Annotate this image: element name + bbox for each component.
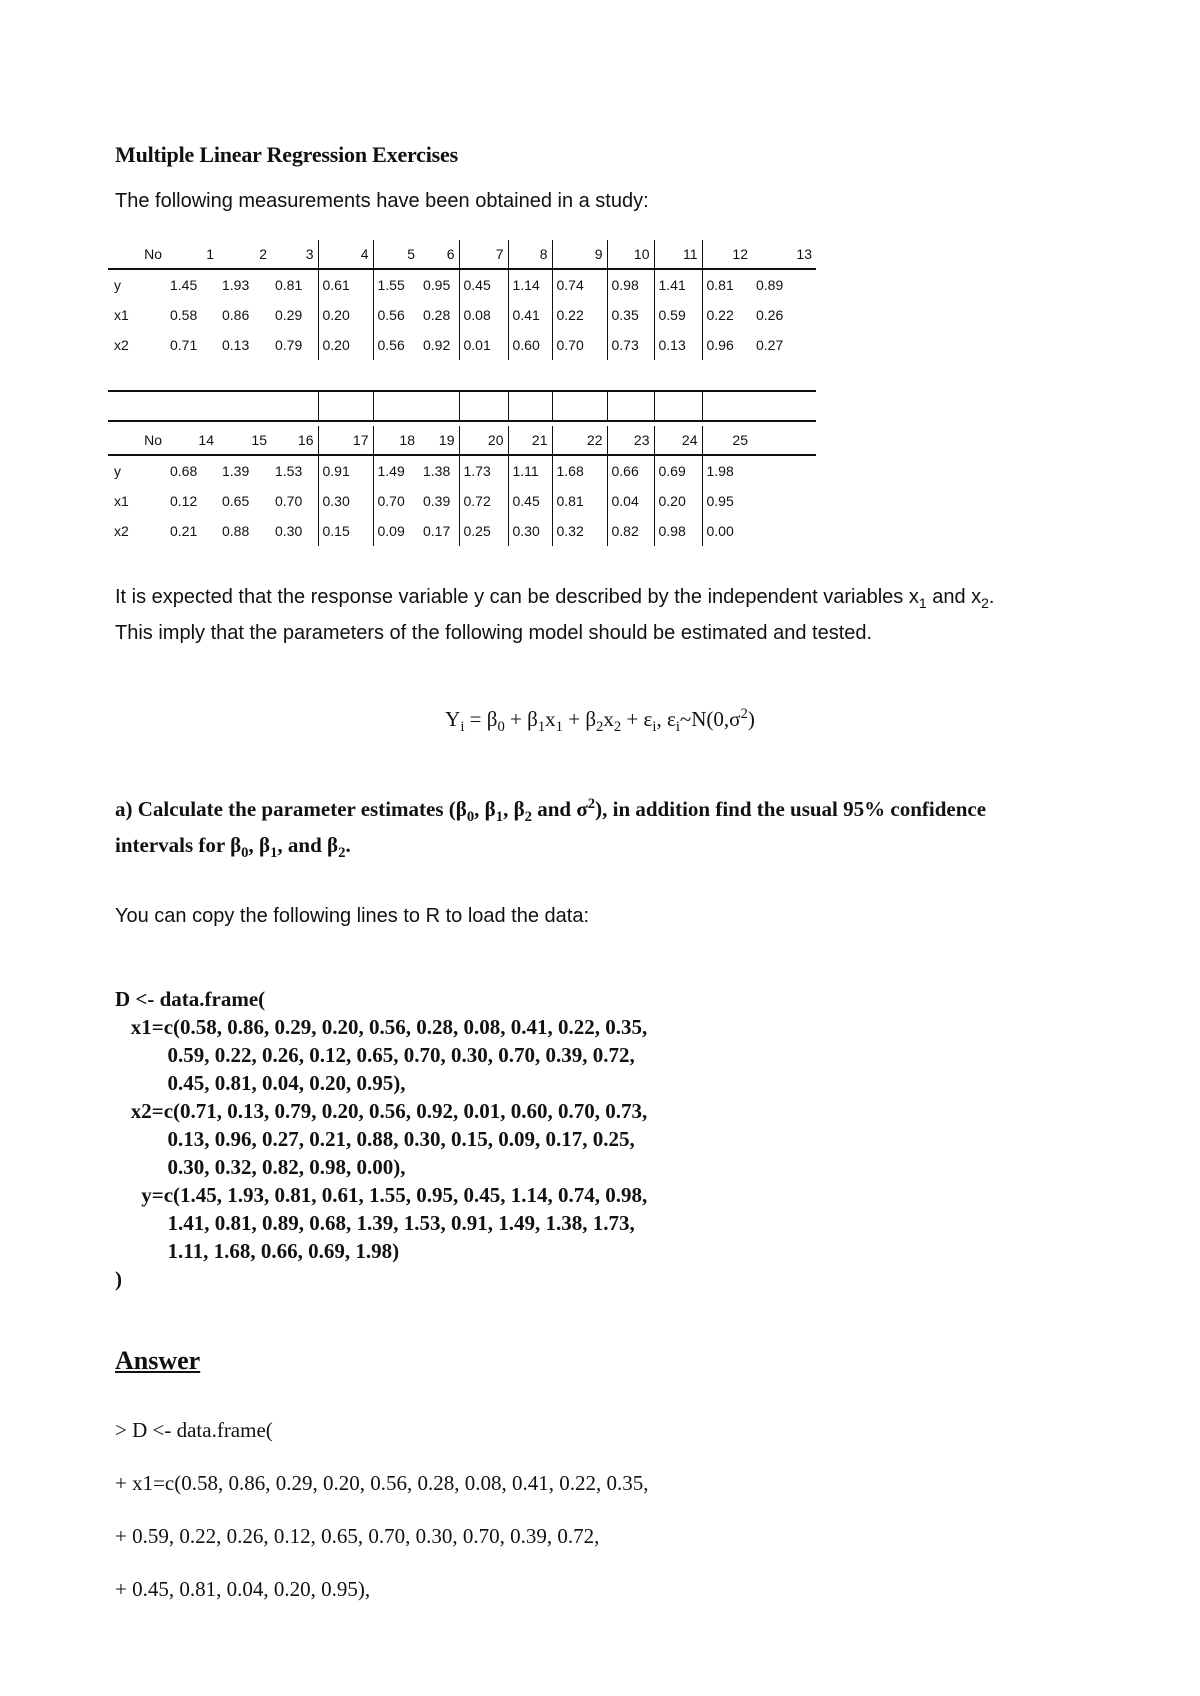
table-cell: 0.71 (170, 337, 198, 353)
table-cell: 0.30 (318, 486, 373, 516)
code-line: 0.59, 0.22, 0.26, 0.12, 0.65, 0.70, 0.30, 0.70, 0.39, 0.72, (115, 1043, 635, 1067)
table-cell (752, 455, 816, 486)
intro-text: The following measurements have been obtained in a study: (115, 190, 649, 212)
table-cell: 1.68 (552, 455, 607, 486)
q-sub: 2 (524, 809, 532, 826)
row-label: x1 (114, 307, 129, 323)
row-label: x2 (114, 523, 129, 539)
r-code-block (115, 985, 647, 1293)
table-divider (318, 392, 319, 420)
code-line: 1.11, 1.68, 0.66, 0.69, 1.98) (115, 1239, 400, 1263)
header-cell: 1 (166, 240, 218, 269)
console-line: + 0.59, 0.22, 0.26, 0.12, 0.65, 0.70, 0.30, 0.70, 0.39, 0.72, (115, 1524, 600, 1548)
header-cell: 3 (271, 240, 318, 269)
table-cell: 0.39 (423, 493, 451, 509)
eq-sub: 0 (497, 719, 505, 736)
eq-sub: i (675, 719, 680, 736)
eq-part: + β (504, 707, 538, 731)
table-cell: 1.53 (275, 463, 303, 479)
code-line: D <- data.frame( (115, 987, 266, 1011)
table-cell: 0.98 (654, 516, 702, 546)
table-cell: 0.32 (552, 516, 607, 546)
eq-part: + β (563, 707, 597, 731)
table-cell: 0.01 (459, 330, 508, 360)
eq-part: x (603, 707, 614, 731)
q-text: . (345, 833, 351, 858)
q-text: and σ (532, 797, 588, 821)
header-cell: 17 (318, 426, 373, 455)
page-title: Multiple Linear Regression Exercises (115, 142, 458, 167)
table-row-y (108, 455, 816, 486)
table-cell: 0.15 (318, 516, 373, 546)
code-line: x2=c(0.71, 0.13, 0.79, 0.20, 0.56, 0.92, 0.01, 0.60, 0.70, 0.73, (115, 1099, 648, 1123)
eq-part: Y (445, 707, 461, 731)
table-cell: 1.11 (508, 455, 552, 486)
header-cell: 5 (373, 240, 419, 269)
table-header-row (108, 426, 816, 455)
table-cell: 0.35 (607, 300, 654, 330)
table-cell: 0.17 (423, 523, 451, 539)
eq-sub: i (652, 719, 657, 736)
table-cell: 0.04 (607, 486, 654, 516)
table-cell: 0.28 (423, 307, 451, 323)
header-cell: 13 (752, 240, 816, 269)
table-cell: 0.20 (318, 330, 373, 360)
table-cell: 0.58 (170, 307, 198, 323)
q-sub: 2 (338, 845, 346, 862)
header-cell: 22 (552, 426, 607, 455)
q-text: ), in addition find the usual 95% confidence intervals for β (115, 797, 987, 858)
table-cell: 0.25 (459, 516, 508, 546)
table-cell: 0.70 (373, 486, 419, 516)
subscript: 2 (981, 595, 989, 611)
code-line: ) (115, 1267, 122, 1291)
table-divider (552, 392, 553, 420)
eq-part: + ε (621, 707, 653, 731)
q-text: a) Calculate the parameter estimates (β (115, 797, 467, 821)
table-cell: 0.92 (423, 337, 451, 353)
q-text: , β (503, 797, 525, 821)
table-cell: 0.13 (654, 330, 702, 360)
copy-instruction: You can copy the following lines to R to load the data: (115, 905, 590, 927)
table-cell: 1.45 (170, 277, 198, 293)
table-cell: 0.61 (318, 269, 373, 300)
table-cell: 0.81 (552, 486, 607, 516)
header-cell: 8 (508, 240, 552, 269)
header-cell: 18 (373, 426, 419, 455)
table-cell: 0.41 (508, 300, 552, 330)
table-cell: 0.65 (222, 493, 250, 509)
table-row-x1 (108, 300, 816, 330)
table-cell: 0.60 (508, 330, 552, 360)
eq-part: , ε (656, 707, 676, 731)
data-table-1 (108, 240, 816, 360)
table-cell: 1.55 (373, 269, 419, 300)
header-cell: 16 (271, 426, 318, 455)
table-cell (752, 516, 816, 546)
table-cell: 0.81 (702, 269, 752, 300)
code-line: 1.41, 0.81, 0.89, 0.68, 1.39, 1.53, 0.91, 1.49, 1.38, 1.73, (115, 1211, 635, 1235)
q-text: , and β (277, 833, 339, 858)
table-divider (459, 392, 460, 420)
header-cell: 12 (702, 240, 752, 269)
row-label: y (114, 463, 121, 479)
eq-sub: 2 (613, 719, 622, 736)
table-cell: 0.98 (607, 269, 654, 300)
code-line: 0.30, 0.32, 0.82, 0.98, 0.00), (115, 1155, 406, 1179)
code-line: y=c(1.45, 1.93, 0.81, 0.61, 1.55, 0.95, 0.45, 1.14, 0.74, 0.98, (115, 1183, 648, 1207)
table-cell: 0.00 (702, 516, 752, 546)
description-text: . (988, 586, 995, 608)
code-line: x1=c(0.58, 0.86, 0.29, 0.20, 0.56, 0.28, 0.08, 0.41, 0.22, 0.35, (115, 1015, 648, 1039)
table-row-x2 (108, 516, 816, 546)
table-cell: 0.66 (607, 455, 654, 486)
table-cell: 0.20 (318, 300, 373, 330)
description-line-2: This imply that the parameters of the following model should be estimated and tested. (115, 622, 873, 644)
table-cell: 0.21 (170, 523, 198, 539)
table-divider (702, 392, 703, 420)
table-cell: 0.22 (552, 300, 607, 330)
eq-sub: 2 (596, 719, 604, 736)
row-label: x1 (114, 493, 129, 509)
table-cell: 0.81 (275, 277, 303, 293)
table-cell: 0.20 (654, 486, 702, 516)
table-cell: 0.27 (756, 337, 784, 353)
table-header-row (108, 240, 816, 269)
eq-sub: i (460, 719, 465, 736)
console-line: + 0.45, 0.81, 0.04, 0.20, 0.95), (115, 1577, 371, 1601)
header-cell: 4 (318, 240, 373, 269)
table-row-x1 (108, 486, 816, 516)
header-cell: 2 (218, 240, 271, 269)
header-cell: 11 (654, 240, 702, 269)
q-text: , β (248, 833, 271, 858)
table-cell: 0.12 (170, 493, 198, 509)
question-a (115, 790, 1015, 867)
header-cell: 15 (218, 426, 271, 455)
description-line-1 (115, 586, 994, 611)
table-cell: 0.08 (459, 300, 508, 330)
table-divider (373, 392, 374, 420)
table-cell: 0.13 (222, 337, 250, 353)
q-sub: 1 (270, 845, 278, 862)
table-cell: 0.26 (756, 307, 784, 323)
table-divider (508, 392, 509, 420)
eq-part: ) (747, 707, 755, 731)
q-sup: 2 (587, 796, 596, 812)
table-cell (752, 486, 816, 516)
row-label: y (114, 277, 121, 293)
answer-console (115, 1404, 649, 1616)
header-cell: 21 (508, 426, 552, 455)
table-cell: 0.45 (508, 486, 552, 516)
table-cell: 0.09 (373, 516, 419, 546)
header-cell: No (108, 240, 166, 269)
data-table-2 (108, 426, 816, 546)
table-cell: 0.56 (373, 330, 419, 360)
code-line: 0.45, 0.81, 0.04, 0.20, 0.95), (115, 1071, 406, 1095)
q-text: , β (474, 797, 496, 821)
q-sub: 0 (466, 809, 475, 826)
table-cell: 1.38 (423, 463, 451, 479)
table-cell: 0.72 (459, 486, 508, 516)
description-text: and x (926, 586, 982, 608)
table-cell: 0.82 (607, 516, 654, 546)
table-cell: 0.30 (275, 523, 303, 539)
console-line: > D <- data.frame( (115, 1418, 273, 1442)
eq-sup: 2 (740, 706, 748, 722)
row-label: x2 (114, 337, 129, 353)
table-cell: 1.73 (459, 455, 508, 486)
header-cell: No (108, 426, 166, 455)
table-cell: 0.69 (654, 455, 702, 486)
q-sub: 0 (241, 845, 249, 862)
table-cell: 1.39 (222, 463, 250, 479)
table-cell: 0.95 (423, 277, 451, 293)
eq-part: = β (464, 707, 498, 731)
q-sub: 1 (495, 809, 504, 826)
header-cell: 9 (552, 240, 607, 269)
table-divider (607, 392, 608, 420)
table-cell: 0.68 (170, 463, 198, 479)
header-cell: 23 (607, 426, 654, 455)
table-cell: 0.88 (222, 523, 250, 539)
table-cell: 0.91 (318, 455, 373, 486)
table-cell: 0.70 (552, 330, 607, 360)
table-cell: 0.74 (552, 269, 607, 300)
table-cell: 1.49 (373, 455, 419, 486)
header-cell: 25 (702, 426, 752, 455)
subscript: 1 (918, 595, 927, 611)
table-row-x2 (108, 330, 816, 360)
table-cell: 0.22 (702, 300, 752, 330)
table-cell: 0.29 (275, 307, 303, 323)
eq-sub: 1 (537, 719, 546, 736)
table-cell: 0.73 (607, 330, 654, 360)
eq-part: x (545, 707, 556, 731)
header-cell: 7 (459, 240, 508, 269)
table-cell: 0.95 (702, 486, 752, 516)
header-cell: 6 (419, 240, 459, 269)
table-divider (654, 392, 655, 420)
header-cell: 19 (419, 426, 459, 455)
table-cell: 1.14 (508, 269, 552, 300)
model-equation (0, 706, 1200, 736)
console-line: + x1=c(0.58, 0.86, 0.29, 0.20, 0.56, 0.28, 0.08, 0.41, 0.22, 0.35, (115, 1471, 649, 1495)
eq-sub: 1 (555, 719, 563, 736)
header-cell: 10 (607, 240, 654, 269)
header-cell: 14 (166, 426, 218, 455)
description-text: It is expected that the response variable y can be described by the independent variables x (115, 586, 919, 608)
table-cell: 0.59 (654, 300, 702, 330)
table-cell: 1.41 (654, 269, 702, 300)
code-line: 0.13, 0.96, 0.27, 0.21, 0.88, 0.30, 0.15, 0.09, 0.17, 0.25, (115, 1127, 635, 1151)
table-row-y (108, 269, 816, 300)
table-cell: 0.30 (508, 516, 552, 546)
answer-heading: Answer (115, 1346, 201, 1375)
header-cell (752, 426, 816, 455)
header-cell: 20 (459, 426, 508, 455)
table-cell: 0.89 (756, 277, 784, 293)
eq-part: ~N(0,σ (679, 707, 741, 731)
table-cell: 0.79 (275, 337, 303, 353)
table-cell: 0.45 (459, 269, 508, 300)
table-cell: 0.70 (275, 493, 303, 509)
table-cell: 0.96 (702, 330, 752, 360)
table-spacer-row (108, 390, 816, 422)
table-cell: 1.98 (702, 455, 752, 486)
table-cell: 0.56 (373, 300, 419, 330)
table-cell: 1.93 (222, 277, 250, 293)
header-cell: 24 (654, 426, 702, 455)
table-cell: 0.86 (222, 307, 250, 323)
